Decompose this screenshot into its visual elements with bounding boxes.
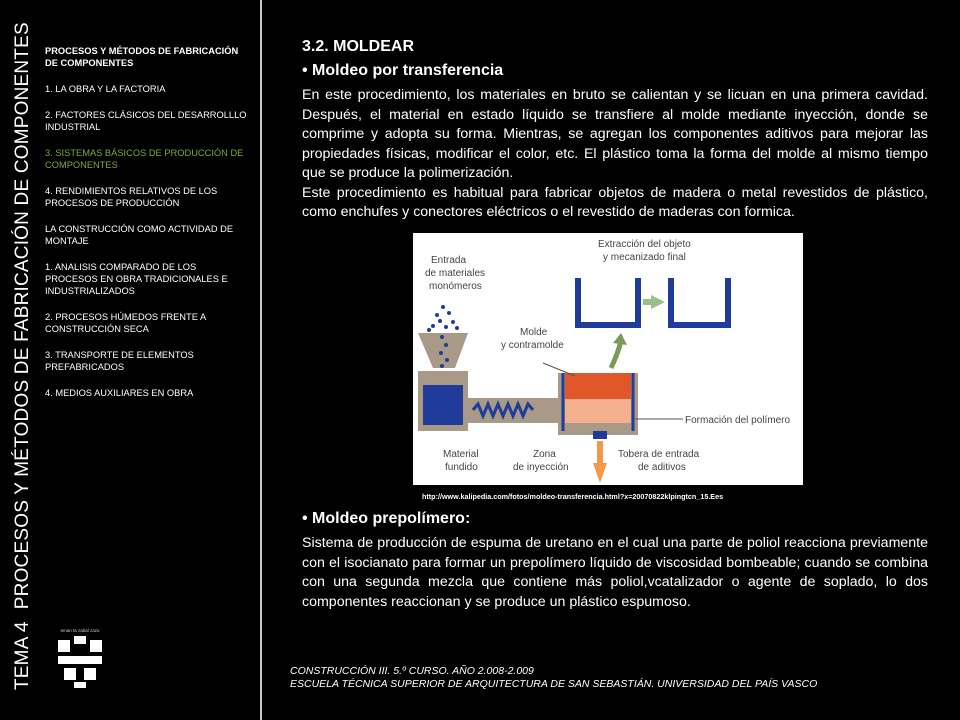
- label-molde: Molde: [520, 327, 548, 338]
- label-tobera: de aditivos: [638, 462, 686, 473]
- university-logo: [50, 626, 110, 690]
- paragraph-prepolimero: Sistema de producción de espuma de uretano en el cual una parte de poliol reacciona previamente con el isocianato para formar un prepolímero líquido de viscosidad bombeable; cuando se combina con una segunda mezcla que contiene más poliol,vcatalizador o agente de soplado, lo dos componentes reaccionan y se produce un plástico espumoso.: [302, 535, 928, 610]
- label-material: Material: [443, 449, 479, 460]
- paragraph-transferencia-2: Este procedimiento es habitual para fabricar objetos de madera o metal revestidos de plástico, como enchufes y conectores eléctricos o el revestido de maderas con formica.: [302, 184, 928, 220]
- nav-item[interactable]: 1. ANALISIS COMPARADO DE LOS PROCESOS EN OBRA TRADICIONALES E INDUSTRIALIZADOS: [45, 262, 228, 296]
- nav-item[interactable]: 2. FACTORES CLÁSICOS DEL DESARROLLLO INDUSTRIAL: [45, 110, 247, 132]
- label-entrada: de materiales: [425, 268, 486, 279]
- nav-item[interactable]: 1. LA OBRA Y LA FACTORIA: [45, 84, 166, 94]
- transfer-molding-diagram: [413, 233, 803, 485]
- nav-item[interactable]: 2. PROCESOS HÚMEDOS FRENTE A CONSTRUCCIÓN SECA: [45, 312, 206, 334]
- footer: [290, 665, 817, 691]
- section-prepolimero: [302, 510, 928, 612]
- nav-item-active[interactable]: 3. SISTEMAS BÁSICOS DE PRODUCCIÓN DE COMPONENTES: [45, 148, 244, 170]
- label-zona: de inyección: [513, 462, 569, 473]
- logo-mark: [58, 636, 102, 688]
- vertical-title: [8, 0, 38, 690]
- nav-item[interactable]: 4. MEDIOS AUXILIARES EN OBRA: [45, 388, 194, 398]
- footer-line-2: ESCUELA TÉCNICA SUPERIOR DE ARQUITECTURA DE SAN SEBASTIÁN. UNIVERSIDAD DEL PAÍS VASCO: [290, 678, 818, 690]
- figure-caption-link[interactable]: http://www.kalipedia.com/fotos/moldeo-transferencia.html?x=20070822klpingtcn_15.Ees: [422, 492, 724, 501]
- label-entrada: monómeros: [429, 281, 482, 292]
- nav-header: PROCESOS Y MÉTODOS DE FABRICACIÓN DE COMPONENTES: [45, 46, 239, 68]
- section-title: 3.2. MOLDEAR: [302, 38, 415, 55]
- nav-item[interactable]: LA CONSTRUCCIÓN COMO ACTIVIDAD DE MONTAJE: [45, 224, 234, 246]
- nav-item[interactable]: 4. RENDIMIENTOS RELATIVOS DE LOS PROCESOS DE PRODUCCIÓN: [45, 186, 218, 208]
- label-molde: y contramolde: [501, 340, 564, 351]
- sidebar-divider: [260, 0, 262, 720]
- label-zona: Zona: [533, 449, 556, 460]
- label-material: fundido: [445, 462, 478, 473]
- label-tobera: Tobera de entrada: [618, 449, 700, 460]
- vertical-title-text: PROCESOS Y MÉTODOS DE FABRICACIÓN DE COMPONENTES: [12, 22, 33, 610]
- label-extraccion: y mecanizado final: [603, 252, 686, 263]
- subsection-title-prepolimero: • Moldeo prepolímero:: [302, 510, 471, 527]
- label-extraccion: Extracción del objeto: [598, 239, 691, 250]
- footer-line-1: CONSTRUCCIÓN III. 5.º CURSO. AÑO 2.008-2.009: [290, 665, 534, 677]
- logo-motto: eman ta zabal zazu: [60, 628, 100, 633]
- subsection-title-transferencia: • Moldeo por transferencia: [302, 62, 504, 79]
- label-formacion: Formación del polímero: [685, 415, 791, 426]
- sidebar-nav: [45, 45, 250, 413]
- label-entrada: Entrada: [431, 255, 467, 266]
- main-content: [302, 38, 928, 223]
- paragraph-transferencia-1: En este procedimiento, los materiales en bruto se calientan y se licuan en una primera cavidad. Después, el material en estado líquido se transfiere al molde mediante inyección, donde se comprime y adopta su forma. Mientras, se agregan los componentes aditivos para mejorar las propiedades físicas, modificar el color, etc. El plástico toma la forma del molde al mismo tiempo que se produce la polimerización.: [302, 87, 928, 181]
- nav-item[interactable]: 3. TRANSPORTE DE ELEMENTOS PREFABRICADOS: [45, 350, 194, 372]
- vertical-title-prefix: TEMA 4: [12, 621, 33, 690]
